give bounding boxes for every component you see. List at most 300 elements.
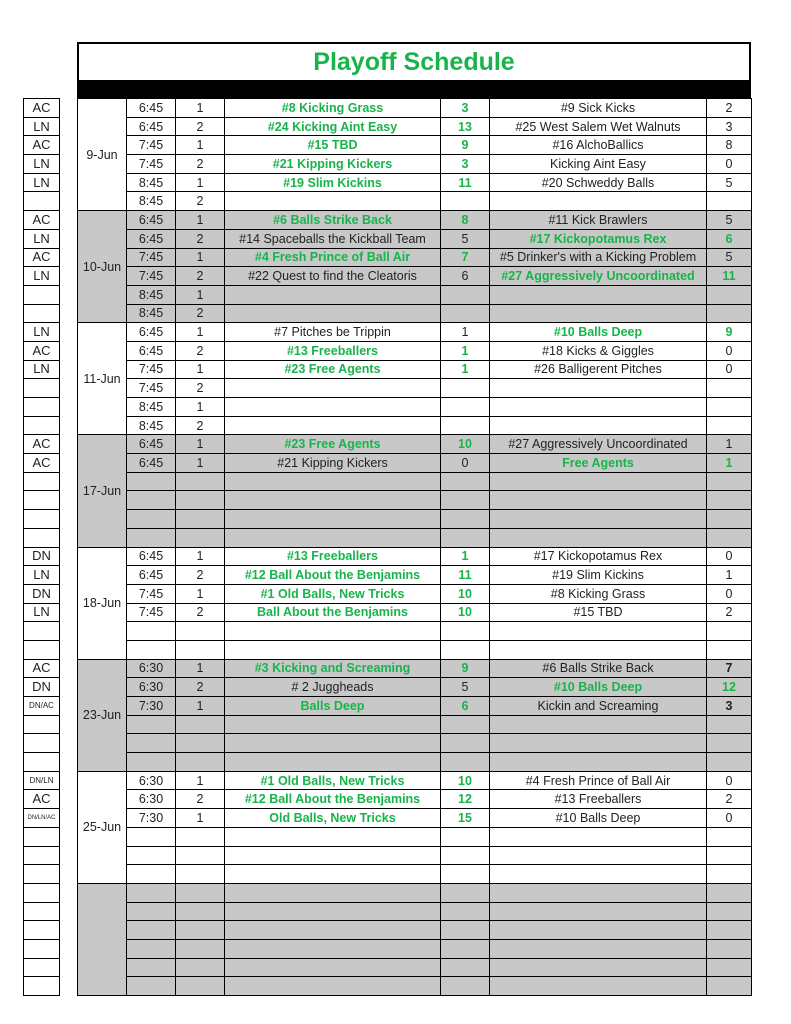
away-team bbox=[490, 640, 707, 659]
field-cell: 1 bbox=[176, 809, 225, 828]
table-row bbox=[78, 454, 752, 473]
table-row bbox=[78, 547, 752, 566]
time-cell bbox=[127, 865, 176, 884]
table-row bbox=[78, 566, 752, 585]
home-score bbox=[441, 640, 490, 659]
home-score bbox=[441, 379, 490, 398]
home-team: Balls Deep bbox=[225, 697, 441, 716]
away-team bbox=[490, 846, 707, 865]
table-row bbox=[78, 622, 752, 641]
away-team: #13 Freeballers bbox=[490, 790, 707, 809]
home-score: 13 bbox=[441, 117, 490, 136]
home-team bbox=[225, 640, 441, 659]
away-team: #27 Aggressively Uncoordinated bbox=[490, 267, 707, 286]
home-team bbox=[225, 192, 441, 211]
home-team: #23 Free Agents bbox=[225, 360, 441, 379]
away-score: 6 bbox=[707, 229, 752, 248]
league-code bbox=[24, 902, 60, 921]
field-cell: 2 bbox=[176, 790, 225, 809]
home-team bbox=[225, 734, 441, 753]
league-code: AC bbox=[24, 211, 60, 230]
time-cell: 6:45 bbox=[127, 341, 176, 360]
away-team: #6 Balls Strike Back bbox=[490, 659, 707, 678]
home-score bbox=[441, 528, 490, 547]
away-score: 2 bbox=[707, 99, 752, 118]
field-cell: 2 bbox=[176, 117, 225, 136]
time-cell: 7:45 bbox=[127, 155, 176, 174]
home-team: #13 Freeballers bbox=[225, 341, 441, 360]
home-score bbox=[441, 285, 490, 304]
time-cell: 6:45 bbox=[127, 454, 176, 473]
home-team bbox=[225, 902, 441, 921]
field-cell bbox=[176, 827, 225, 846]
away-team bbox=[490, 902, 707, 921]
league-code: LN bbox=[24, 323, 60, 342]
table-row bbox=[78, 584, 752, 603]
table-row bbox=[78, 211, 752, 230]
away-score: 0 bbox=[707, 360, 752, 379]
field-cell: 2 bbox=[176, 155, 225, 174]
away-team: Kicking Aint Easy bbox=[490, 155, 707, 174]
time-cell bbox=[127, 528, 176, 547]
away-team bbox=[490, 491, 707, 510]
table-row bbox=[78, 715, 752, 734]
field-cell: 1 bbox=[176, 454, 225, 473]
league-code bbox=[24, 921, 60, 940]
home-team bbox=[225, 883, 441, 902]
date-cell: 25-Jun bbox=[78, 771, 127, 883]
away-team bbox=[490, 921, 707, 940]
league-code: AC bbox=[24, 341, 60, 360]
away-team bbox=[490, 958, 707, 977]
home-team bbox=[225, 379, 441, 398]
home-team bbox=[225, 528, 441, 547]
league-code bbox=[24, 398, 60, 417]
time-cell: 6:45 bbox=[127, 566, 176, 585]
league-code: LN bbox=[24, 229, 60, 248]
field-cell: 2 bbox=[176, 192, 225, 211]
table-row bbox=[78, 827, 752, 846]
table-row bbox=[78, 323, 752, 342]
league-code bbox=[24, 753, 60, 772]
date-cell bbox=[78, 883, 127, 995]
field-cell: 2 bbox=[176, 229, 225, 248]
away-score bbox=[707, 753, 752, 772]
home-team: Ball About the Benjamins bbox=[225, 603, 441, 622]
away-team bbox=[490, 192, 707, 211]
away-team bbox=[490, 510, 707, 529]
time-cell: 6:45 bbox=[127, 229, 176, 248]
home-score: 12 bbox=[441, 790, 490, 809]
home-team bbox=[225, 939, 441, 958]
time-cell: 6:30 bbox=[127, 659, 176, 678]
away-team bbox=[490, 622, 707, 641]
table-row bbox=[78, 902, 752, 921]
away-team bbox=[490, 827, 707, 846]
away-score: 5 bbox=[707, 248, 752, 267]
date-cell: 9-Jun bbox=[78, 99, 127, 211]
field-cell bbox=[176, 902, 225, 921]
away-score: 1 bbox=[707, 435, 752, 454]
home-team bbox=[225, 921, 441, 940]
field-cell bbox=[176, 958, 225, 977]
table-row bbox=[78, 939, 752, 958]
table-row bbox=[78, 173, 752, 192]
table-row bbox=[78, 341, 752, 360]
away-score: 1 bbox=[707, 566, 752, 585]
away-team bbox=[490, 939, 707, 958]
away-team: Kickin and Screaming bbox=[490, 697, 707, 716]
home-score: 6 bbox=[441, 267, 490, 286]
league-code: AC bbox=[24, 659, 60, 678]
time-cell bbox=[127, 921, 176, 940]
away-score: 3 bbox=[707, 117, 752, 136]
home-team bbox=[225, 827, 441, 846]
away-team: #9 Sick Kicks bbox=[490, 99, 707, 118]
home-score: 0 bbox=[441, 454, 490, 473]
home-team bbox=[225, 753, 441, 772]
league-code: LN bbox=[24, 603, 60, 622]
home-score bbox=[441, 883, 490, 902]
home-team bbox=[225, 846, 441, 865]
home-team: #12 Ball About the Benjamins bbox=[225, 790, 441, 809]
field-cell: 1 bbox=[176, 323, 225, 342]
field-cell bbox=[176, 528, 225, 547]
away-team bbox=[490, 715, 707, 734]
away-team: #18 Kicks & Giggles bbox=[490, 341, 707, 360]
home-team bbox=[225, 398, 441, 417]
table-row bbox=[78, 865, 752, 884]
table-row bbox=[78, 510, 752, 529]
league-code bbox=[24, 865, 60, 884]
table-row bbox=[78, 640, 752, 659]
league-code: LN bbox=[24, 173, 60, 192]
league-code bbox=[24, 827, 60, 846]
time-cell: 7:45 bbox=[127, 584, 176, 603]
away-score bbox=[707, 472, 752, 491]
home-team: #14 Spaceballs the Kickball Team bbox=[225, 229, 441, 248]
field-cell: 1 bbox=[176, 173, 225, 192]
table-row bbox=[78, 734, 752, 753]
home-score bbox=[441, 902, 490, 921]
field-cell: 1 bbox=[176, 697, 225, 716]
time-cell: 8:45 bbox=[127, 416, 176, 435]
time-cell bbox=[127, 734, 176, 753]
away-score bbox=[707, 846, 752, 865]
home-team: #12 Ball About the Benjamins bbox=[225, 566, 441, 585]
home-team bbox=[225, 958, 441, 977]
league-code bbox=[24, 640, 60, 659]
table-row bbox=[78, 846, 752, 865]
away-score bbox=[707, 304, 752, 323]
away-score bbox=[707, 491, 752, 510]
away-score bbox=[707, 640, 752, 659]
away-team: #10 Balls Deep bbox=[490, 809, 707, 828]
away-team bbox=[490, 528, 707, 547]
home-score bbox=[441, 846, 490, 865]
time-cell: 7:30 bbox=[127, 809, 176, 828]
home-score bbox=[441, 939, 490, 958]
time-cell bbox=[127, 827, 176, 846]
time-cell: 8:45 bbox=[127, 304, 176, 323]
field-cell: 1 bbox=[176, 659, 225, 678]
home-team bbox=[225, 510, 441, 529]
away-score: 5 bbox=[707, 173, 752, 192]
table-row bbox=[78, 379, 752, 398]
time-cell bbox=[127, 846, 176, 865]
table-row bbox=[78, 435, 752, 454]
league-code bbox=[24, 510, 60, 529]
field-cell: 1 bbox=[176, 285, 225, 304]
away-team: #8 Kicking Grass bbox=[490, 584, 707, 603]
time-cell bbox=[127, 491, 176, 510]
time-cell: 7:45 bbox=[127, 603, 176, 622]
league-code bbox=[24, 734, 60, 753]
away-team bbox=[490, 865, 707, 884]
away-team: #25 West Salem Wet Walnuts bbox=[490, 117, 707, 136]
away-score bbox=[707, 921, 752, 940]
league-code: DN bbox=[24, 678, 60, 697]
table-row bbox=[78, 285, 752, 304]
field-cell: 2 bbox=[176, 341, 225, 360]
time-cell: 6:45 bbox=[127, 99, 176, 118]
field-cell bbox=[176, 734, 225, 753]
league-code bbox=[24, 939, 60, 958]
schedule-table bbox=[77, 98, 752, 996]
home-score bbox=[441, 958, 490, 977]
league-code bbox=[24, 958, 60, 977]
home-team bbox=[225, 491, 441, 510]
field-cell bbox=[176, 883, 225, 902]
home-score: 10 bbox=[441, 603, 490, 622]
home-score bbox=[441, 398, 490, 417]
home-team: #8 Kicking Grass bbox=[225, 99, 441, 118]
home-score bbox=[441, 472, 490, 491]
home-team: #3 Kicking and Screaming bbox=[225, 659, 441, 678]
table-row bbox=[78, 678, 752, 697]
away-score: 12 bbox=[707, 678, 752, 697]
field-cell bbox=[176, 622, 225, 641]
home-score bbox=[441, 510, 490, 529]
table-row bbox=[78, 99, 752, 118]
table-row bbox=[78, 603, 752, 622]
home-score: 7 bbox=[441, 248, 490, 267]
header-bar bbox=[77, 80, 751, 98]
field-cell: 1 bbox=[176, 99, 225, 118]
away-score: 0 bbox=[707, 771, 752, 790]
away-score bbox=[707, 285, 752, 304]
home-score: 8 bbox=[441, 211, 490, 230]
league-code bbox=[24, 977, 60, 996]
away-team: #4 Fresh Prince of Ball Air bbox=[490, 771, 707, 790]
date-cell: 17-Jun bbox=[78, 435, 127, 547]
away-score bbox=[707, 883, 752, 902]
home-team: Old Balls, New Tricks bbox=[225, 809, 441, 828]
table-row bbox=[78, 790, 752, 809]
field-cell bbox=[176, 753, 225, 772]
field-cell: 2 bbox=[176, 379, 225, 398]
table-row bbox=[78, 416, 752, 435]
league-code: AC bbox=[24, 790, 60, 809]
table-row bbox=[78, 753, 752, 772]
home-team: # 2 Juggheads bbox=[225, 678, 441, 697]
time-cell bbox=[127, 977, 176, 996]
table-row bbox=[78, 977, 752, 996]
away-score bbox=[707, 398, 752, 417]
league-code bbox=[24, 715, 60, 734]
league-code bbox=[24, 622, 60, 641]
away-score bbox=[707, 379, 752, 398]
time-cell: 6:45 bbox=[127, 117, 176, 136]
field-cell: 2 bbox=[176, 267, 225, 286]
field-cell: 2 bbox=[176, 678, 225, 697]
away-team: #19 Slim Kickins bbox=[490, 566, 707, 585]
league-code bbox=[24, 846, 60, 865]
table-row bbox=[78, 117, 752, 136]
home-team: #15 TBD bbox=[225, 136, 441, 155]
time-cell: 6:30 bbox=[127, 771, 176, 790]
home-team bbox=[225, 865, 441, 884]
time-cell: 6:45 bbox=[127, 211, 176, 230]
home-score: 10 bbox=[441, 771, 490, 790]
league-code: LN bbox=[24, 155, 60, 174]
home-score: 1 bbox=[441, 360, 490, 379]
time-cell: 8:45 bbox=[127, 192, 176, 211]
home-score: 9 bbox=[441, 659, 490, 678]
table-row bbox=[78, 248, 752, 267]
away-team: #5 Drinker's with a Kicking Problem bbox=[490, 248, 707, 267]
home-team: #13 Freeballers bbox=[225, 547, 441, 566]
field-cell bbox=[176, 939, 225, 958]
away-score bbox=[707, 416, 752, 435]
home-team: #22 Quest to find the Cleatoris bbox=[225, 267, 441, 286]
league-code bbox=[24, 883, 60, 902]
table-row bbox=[78, 192, 752, 211]
date-cell: 18-Jun bbox=[78, 547, 127, 659]
away-score: 8 bbox=[707, 136, 752, 155]
table-row bbox=[78, 958, 752, 977]
away-score bbox=[707, 827, 752, 846]
table-row bbox=[78, 229, 752, 248]
away-score bbox=[707, 528, 752, 547]
home-team: #1 Old Balls, New Tricks bbox=[225, 584, 441, 603]
league-code bbox=[24, 416, 60, 435]
field-cell bbox=[176, 510, 225, 529]
home-score bbox=[441, 304, 490, 323]
date-cell: 23-Jun bbox=[78, 659, 127, 771]
home-team bbox=[225, 715, 441, 734]
table-row bbox=[78, 360, 752, 379]
league-code: AC bbox=[24, 99, 60, 118]
away-score bbox=[707, 510, 752, 529]
away-team: #11 Kick Brawlers bbox=[490, 211, 707, 230]
away-score bbox=[707, 958, 752, 977]
league-code bbox=[24, 472, 60, 491]
away-team bbox=[490, 734, 707, 753]
home-score: 9 bbox=[441, 136, 490, 155]
away-score: 0 bbox=[707, 341, 752, 360]
league-column bbox=[23, 98, 60, 996]
league-code: LN bbox=[24, 566, 60, 585]
away-score bbox=[707, 622, 752, 641]
home-score: 3 bbox=[441, 155, 490, 174]
table-row bbox=[78, 528, 752, 547]
table-row bbox=[78, 809, 752, 828]
time-cell: 6:30 bbox=[127, 678, 176, 697]
field-cell: 1 bbox=[176, 771, 225, 790]
home-team bbox=[225, 472, 441, 491]
away-team: #17 Kickopotamus Rex bbox=[490, 547, 707, 566]
home-team: #19 Slim Kickins bbox=[225, 173, 441, 192]
home-team: #6 Balls Strike Back bbox=[225, 211, 441, 230]
league-code: AC bbox=[24, 248, 60, 267]
home-team bbox=[225, 285, 441, 304]
away-team: #10 Balls Deep bbox=[490, 323, 707, 342]
league-code: DN/LN/AC bbox=[24, 809, 60, 828]
field-cell bbox=[176, 865, 225, 884]
home-score: 10 bbox=[441, 584, 490, 603]
time-cell: 8:45 bbox=[127, 173, 176, 192]
league-code bbox=[24, 192, 60, 211]
league-code: DN/AC bbox=[24, 697, 60, 716]
time-cell bbox=[127, 510, 176, 529]
away-score: 5 bbox=[707, 211, 752, 230]
home-score bbox=[441, 491, 490, 510]
away-team: #15 TBD bbox=[490, 603, 707, 622]
time-cell bbox=[127, 902, 176, 921]
home-score: 1 bbox=[441, 341, 490, 360]
away-score: 9 bbox=[707, 323, 752, 342]
league-code: DN/LN bbox=[24, 771, 60, 790]
away-team bbox=[490, 977, 707, 996]
field-cell: 1 bbox=[176, 398, 225, 417]
table-row bbox=[78, 883, 752, 902]
away-team bbox=[490, 883, 707, 902]
home-score: 11 bbox=[441, 566, 490, 585]
home-score: 5 bbox=[441, 229, 490, 248]
league-code: DN bbox=[24, 584, 60, 603]
field-cell: 1 bbox=[176, 435, 225, 454]
away-score: 0 bbox=[707, 547, 752, 566]
time-cell: 7:30 bbox=[127, 697, 176, 716]
away-team: Free Agents bbox=[490, 454, 707, 473]
home-team bbox=[225, 304, 441, 323]
field-cell bbox=[176, 846, 225, 865]
table-row bbox=[78, 697, 752, 716]
time-cell: 6:45 bbox=[127, 435, 176, 454]
field-cell: 2 bbox=[176, 304, 225, 323]
away-score: 7 bbox=[707, 659, 752, 678]
home-score bbox=[441, 865, 490, 884]
away-score bbox=[707, 192, 752, 211]
home-score bbox=[441, 977, 490, 996]
away-team bbox=[490, 285, 707, 304]
field-cell bbox=[176, 472, 225, 491]
home-team: #7 Pitches be Trippin bbox=[225, 323, 441, 342]
away-score: 0 bbox=[707, 809, 752, 828]
away-score: 2 bbox=[707, 603, 752, 622]
home-score: 11 bbox=[441, 173, 490, 192]
field-cell bbox=[176, 640, 225, 659]
home-team: #21 Kipping Kickers bbox=[225, 454, 441, 473]
home-score bbox=[441, 715, 490, 734]
table-row bbox=[78, 398, 752, 417]
home-score: 1 bbox=[441, 323, 490, 342]
home-score bbox=[441, 416, 490, 435]
time-cell bbox=[127, 939, 176, 958]
field-cell bbox=[176, 715, 225, 734]
away-team: #20 Schweddy Balls bbox=[490, 173, 707, 192]
